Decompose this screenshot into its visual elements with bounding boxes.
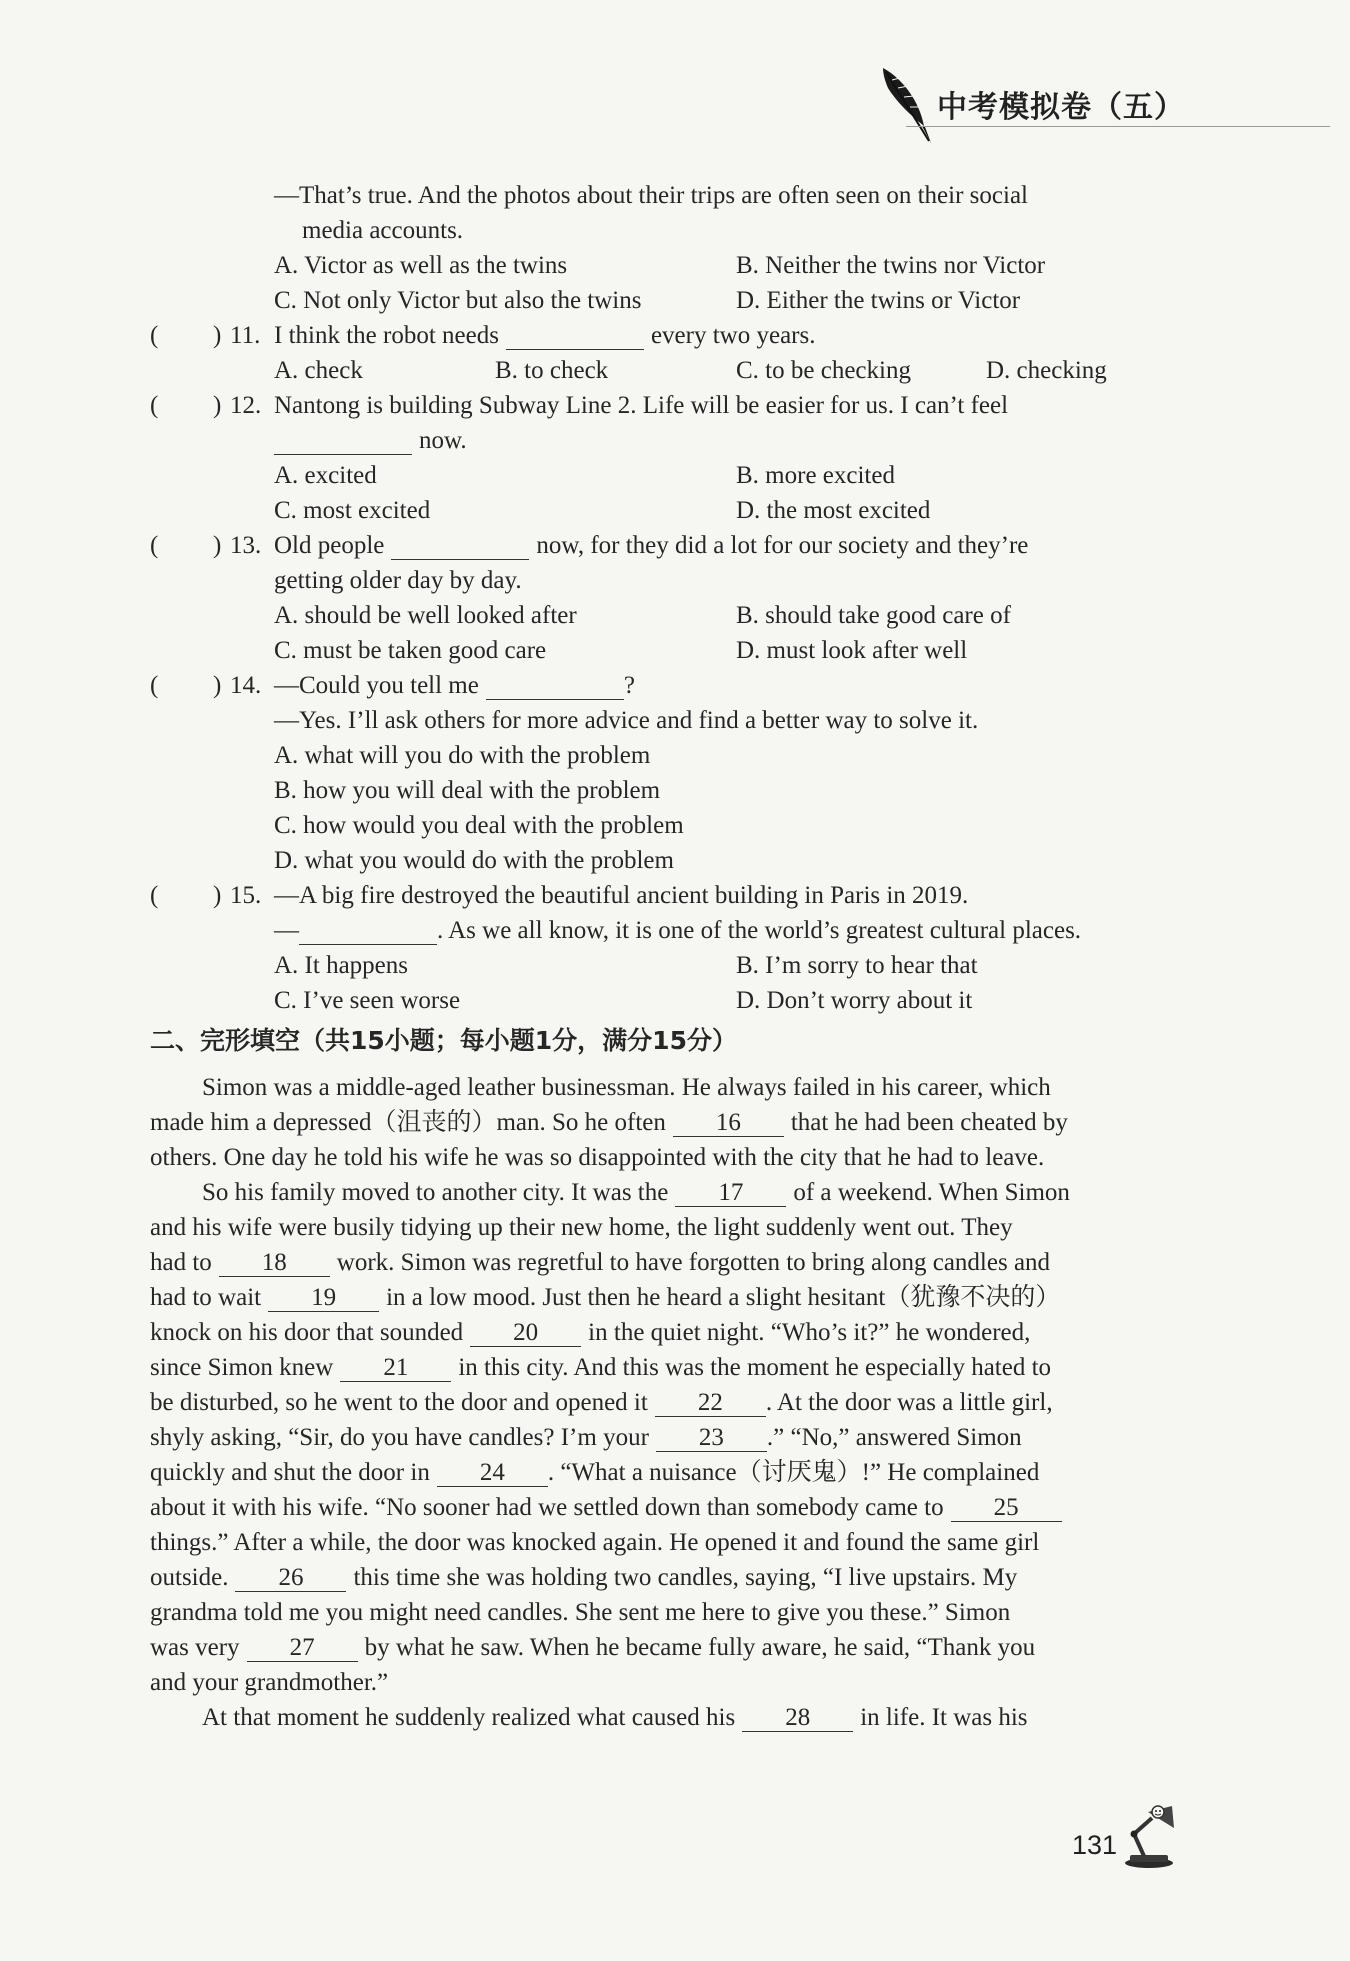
q15-stem-line-1 [0, 878, 1350, 913]
q10-option-a: A. Victor as well as the twins [274, 252, 568, 279]
answer-bracket-open: ( [150, 392, 159, 419]
cloze-text-after: in this city. And this was the moment he especially hated to [458, 1354, 1052, 1381]
cloze-line-text [150, 1560, 1017, 1595]
cloze-text-after: .” “No,” answered Simon [766, 1424, 1022, 1451]
q12-option-a: A. excited [274, 462, 377, 489]
desk-lamp-icon [1114, 1800, 1184, 1870]
cloze-blank-26: 26 [235, 1565, 346, 1592]
cloze-text-after: this time she was holding two candles, saying, “I live upstairs. My [353, 1564, 1018, 1591]
q15-option-c: C. I’ve seen worse [274, 987, 461, 1014]
q10-dialogue-line: media accounts. [302, 217, 464, 244]
q12-options-row-1 [0, 458, 1350, 493]
cloze-line-text [150, 1385, 1053, 1420]
q15-dialogue-reply [274, 913, 1081, 948]
q11-option-c: C. to be checking [736, 357, 911, 384]
q12-option-c: C. most excited [274, 497, 431, 524]
cloze-line-text [150, 1630, 1035, 1665]
answer-bracket-close: ) [213, 672, 222, 699]
q14-option-c-row [0, 808, 1350, 843]
cloze-blank-19: 19 [268, 1285, 379, 1312]
q10-option-b: B. Neither the twins nor Victor [736, 252, 1046, 279]
stem-text-after: now. [419, 427, 467, 454]
question-number: 13. [230, 532, 262, 559]
stem-text-after: . As we all know, it is one of the world’s greatest cultural places. [437, 917, 1082, 944]
q10-dialogue-line: —That’s true. And the photos about their trips are often seen on their social [274, 182, 1028, 209]
cloze-line [0, 1140, 1350, 1175]
cloze-blank-21: 21 [340, 1355, 451, 1382]
question-number: 14. [230, 672, 262, 699]
cloze-line [0, 1560, 1350, 1595]
q12-stem: Nantong is building Subway Line 2. Life will be easier for us. I can’t feel [274, 392, 1009, 419]
q12-stem-line-2 [0, 423, 1350, 458]
cloze-text-before: knock on his door that sounded [150, 1319, 464, 1346]
cloze-text-before: outside. [150, 1564, 229, 1591]
cloze-line-text [150, 1420, 1022, 1455]
cloze-blank-28: 28 [742, 1705, 853, 1732]
cloze-line-text: Simon was a middle-aged leather businessman. He always failed in his career, which [202, 1074, 1051, 1101]
cloze-line-text: grandma told me you might need candles. She sent me here to give you these.” Simon [150, 1599, 1011, 1626]
page-number: 131 [1072, 1830, 1118, 1860]
cloze-line [0, 1595, 1350, 1630]
cloze-text-after: in the quiet night. “Who’s it?” he wondered, [588, 1319, 1031, 1346]
q10-option-c: C. Not only Victor but also the twins [274, 287, 642, 314]
cloze-line-text [150, 1315, 1030, 1350]
answer-bracket-open: ( [150, 532, 159, 559]
cloze-line-text: things.” After a while, the door was knocked again. He opened it and found the same girl [150, 1529, 1040, 1556]
q14-option-b-row [0, 773, 1350, 808]
q15-option-a: A. It happens [274, 952, 408, 979]
cloze-line-text [202, 1700, 1028, 1735]
header-title: 中考模拟卷（五） [937, 90, 1185, 125]
q10-options-row-1 [0, 248, 1350, 283]
stem-text-after: ? [623, 672, 635, 699]
cloze-blank-20: 20 [470, 1320, 581, 1347]
cloze-text-before: be disturbed, so he went to the door and opened it [150, 1389, 648, 1416]
cloze-line [0, 1315, 1350, 1350]
cloze-line-text [150, 1490, 1069, 1525]
answer-bracket-close: ) [213, 532, 222, 559]
q12-stem-line-1 [0, 388, 1350, 423]
cloze-text-before: quickly and shut the door in [150, 1459, 430, 1486]
cloze-line [0, 1175, 1350, 1210]
cloze-text-before: At that moment he suddenly realized what caused his [202, 1704, 736, 1731]
cloze-line [0, 1630, 1350, 1665]
cloze-text-before: made him a depressed（沮丧的）man. So he often [150, 1109, 666, 1136]
cloze-text-before: had to [150, 1249, 212, 1276]
stem-text-after: every two years. [650, 322, 816, 349]
cloze-text-after: . At the door was a little girl, [765, 1389, 1053, 1416]
cloze-line-text [150, 1280, 1060, 1315]
q14-dialogue-reply: —Yes. I’ll ask others for more advice and find a better way to solve it. [274, 707, 979, 734]
question-number: 15. [230, 882, 262, 909]
q15-stem-line-2 [0, 913, 1350, 948]
q13-option-b: B. should take good care of [736, 602, 1011, 629]
q15-option-d: D. Don’t worry about it [736, 987, 973, 1014]
cloze-line [0, 1420, 1350, 1455]
cloze-line-text: others. One day he told his wife he was so disappointed with the city that he had to leave. [150, 1144, 1045, 1171]
cloze-line [0, 1455, 1350, 1490]
q11-option-b: B. to check [495, 357, 609, 384]
q15-options-row-2 [0, 983, 1350, 1018]
answer-bracket-close: ) [213, 392, 222, 419]
cloze-text-after: in a low mood. Just then he heard a slight hesitant（犹豫不决的） [386, 1284, 1061, 1311]
q13-option-a: A. should be well looked after [274, 602, 577, 629]
q10-line-2 [0, 213, 1350, 248]
q14-option-c: C. how would you deal with the problem [274, 812, 684, 839]
stem-text-after: now, for they did a lot for our society and they’re [536, 532, 1029, 559]
cloze-text-after: . “What a nuisance（讨厌鬼）!” He complained [547, 1459, 1040, 1486]
question-number: 12. [230, 392, 262, 419]
answer-bracket-open: ( [150, 322, 159, 349]
q11-options-row [0, 353, 1350, 388]
cloze-line-text [150, 1105, 1068, 1140]
q11-option-a: A. check [274, 357, 363, 384]
cloze-blank-23: 23 [656, 1425, 767, 1452]
header-rule [906, 126, 1330, 127]
cloze-blank-24: 24 [437, 1460, 548, 1487]
cloze-line [0, 1525, 1350, 1560]
q13-stem-line-2 [0, 563, 1350, 598]
section-title: 二、完形填空（共15小题；每小题1分，满分15分） [150, 1026, 737, 1055]
q14-stem-line-1 [0, 668, 1350, 703]
q13-stem-line-1 [0, 528, 1350, 563]
cloze-text-after: that he had been cheated by [790, 1109, 1068, 1136]
cloze-text-before: was very [150, 1634, 240, 1661]
cloze-blank-25: 25 [951, 1495, 1062, 1522]
q15-stem: —A big fire destroyed the beautiful ancient building in Paris in 2019. [274, 882, 969, 909]
q10-option-d: D. Either the twins or Victor [736, 287, 1021, 314]
answer-blank [391, 533, 529, 560]
q11-option-d: D. checking [986, 357, 1107, 384]
q14-stem [274, 668, 635, 703]
q11-stem-line [0, 318, 1350, 353]
answer-bracket-open: ( [150, 882, 159, 909]
question-number: 11. [230, 322, 261, 349]
answer-blank [299, 918, 437, 945]
stem-text-before: I think the robot needs [274, 322, 499, 349]
cloze-blank-27: 27 [247, 1635, 358, 1662]
q13-option-d: D. must look after well [736, 637, 968, 664]
q13-stem [274, 528, 1028, 563]
cloze-text-before: shyly asking, “Sir, do you have candles? I’m your [150, 1424, 649, 1451]
q13-stem-continued: getting older day by day. [274, 567, 522, 594]
q13-options-row-1 [0, 598, 1350, 633]
answer-bracket-open: ( [150, 672, 159, 699]
stem-text-before: —Could you tell me [274, 672, 479, 699]
cloze-blank-22: 22 [655, 1390, 766, 1417]
q10-options-row-2 [0, 283, 1350, 318]
answer-blank [274, 428, 412, 455]
cloze-text-after: by what he saw. When he became fully aware, he said, “Thank you [364, 1634, 1036, 1661]
stem-text-before: — [274, 917, 299, 944]
cloze-line [0, 1385, 1350, 1420]
quill-pen-icon [878, 66, 936, 144]
q12-stem-continued [274, 423, 467, 458]
cloze-text-before: since Simon knew [150, 1354, 334, 1381]
answer-bracket-close: ) [213, 322, 222, 349]
q14-stem-line-2 [0, 703, 1350, 738]
cloze-line-text: and your grandmother.” [150, 1669, 389, 1696]
q14-option-a-row [0, 738, 1350, 773]
q13-option-c: C. must be taken good care [274, 637, 547, 664]
cloze-line [0, 1070, 1350, 1105]
answer-blank [506, 323, 644, 350]
q10-line-1 [0, 178, 1350, 213]
q12-option-d: D. the most excited [736, 497, 931, 524]
cloze-line [0, 1350, 1350, 1385]
cloze-line [0, 1210, 1350, 1245]
cloze-line [0, 1700, 1350, 1735]
cloze-blank-16: 16 [673, 1110, 784, 1137]
cloze-line [0, 1105, 1350, 1140]
cloze-text-after: in life. It was his [860, 1704, 1028, 1731]
cloze-text-after: work. Simon was regretful to have forgotten to bring along candles and [336, 1249, 1051, 1276]
q15-option-b: B. I’m sorry to hear that [736, 952, 978, 979]
answer-bracket-close: ) [213, 882, 222, 909]
q14-option-d: D. what you would do with the problem [274, 847, 674, 874]
cloze-line-text: and his wife were busily tidying up their new home, the light suddenly went out. They [150, 1214, 1013, 1241]
cloze-line-text [150, 1245, 1050, 1280]
stem-text-before: Old people [274, 532, 385, 559]
cloze-line [0, 1245, 1350, 1280]
cloze-blank-17: 17 [675, 1180, 786, 1207]
cloze-text-before: had to wait [150, 1284, 262, 1311]
cloze-line [0, 1665, 1350, 1700]
q14-option-b: B. how you will deal with the problem [274, 777, 661, 804]
exam-content [0, 178, 1350, 1735]
cloze-text-before: about it with his wife. “No sooner had we settled down than somebody came to [150, 1494, 944, 1521]
cloze-line [0, 1280, 1350, 1315]
cloze-text-after: of a weekend. When Simon [793, 1179, 1070, 1206]
q14-option-d-row [0, 843, 1350, 878]
q12-option-b: B. more excited [736, 462, 895, 489]
q11-stem [274, 318, 815, 353]
cloze-line [0, 1490, 1350, 1525]
cloze-line-text [202, 1175, 1070, 1210]
q15-options-row-1 [0, 948, 1350, 983]
q12-options-row-2 [0, 493, 1350, 528]
cloze-blank-18: 18 [219, 1250, 330, 1277]
answer-blank [486, 673, 624, 700]
cloze-line-text [150, 1350, 1051, 1385]
q13-options-row-2 [0, 633, 1350, 668]
cloze-line-text [150, 1455, 1039, 1490]
q14-option-a: A. what will you do with the problem [274, 742, 651, 769]
cloze-text-before: So his family moved to another city. It was the [202, 1179, 669, 1206]
